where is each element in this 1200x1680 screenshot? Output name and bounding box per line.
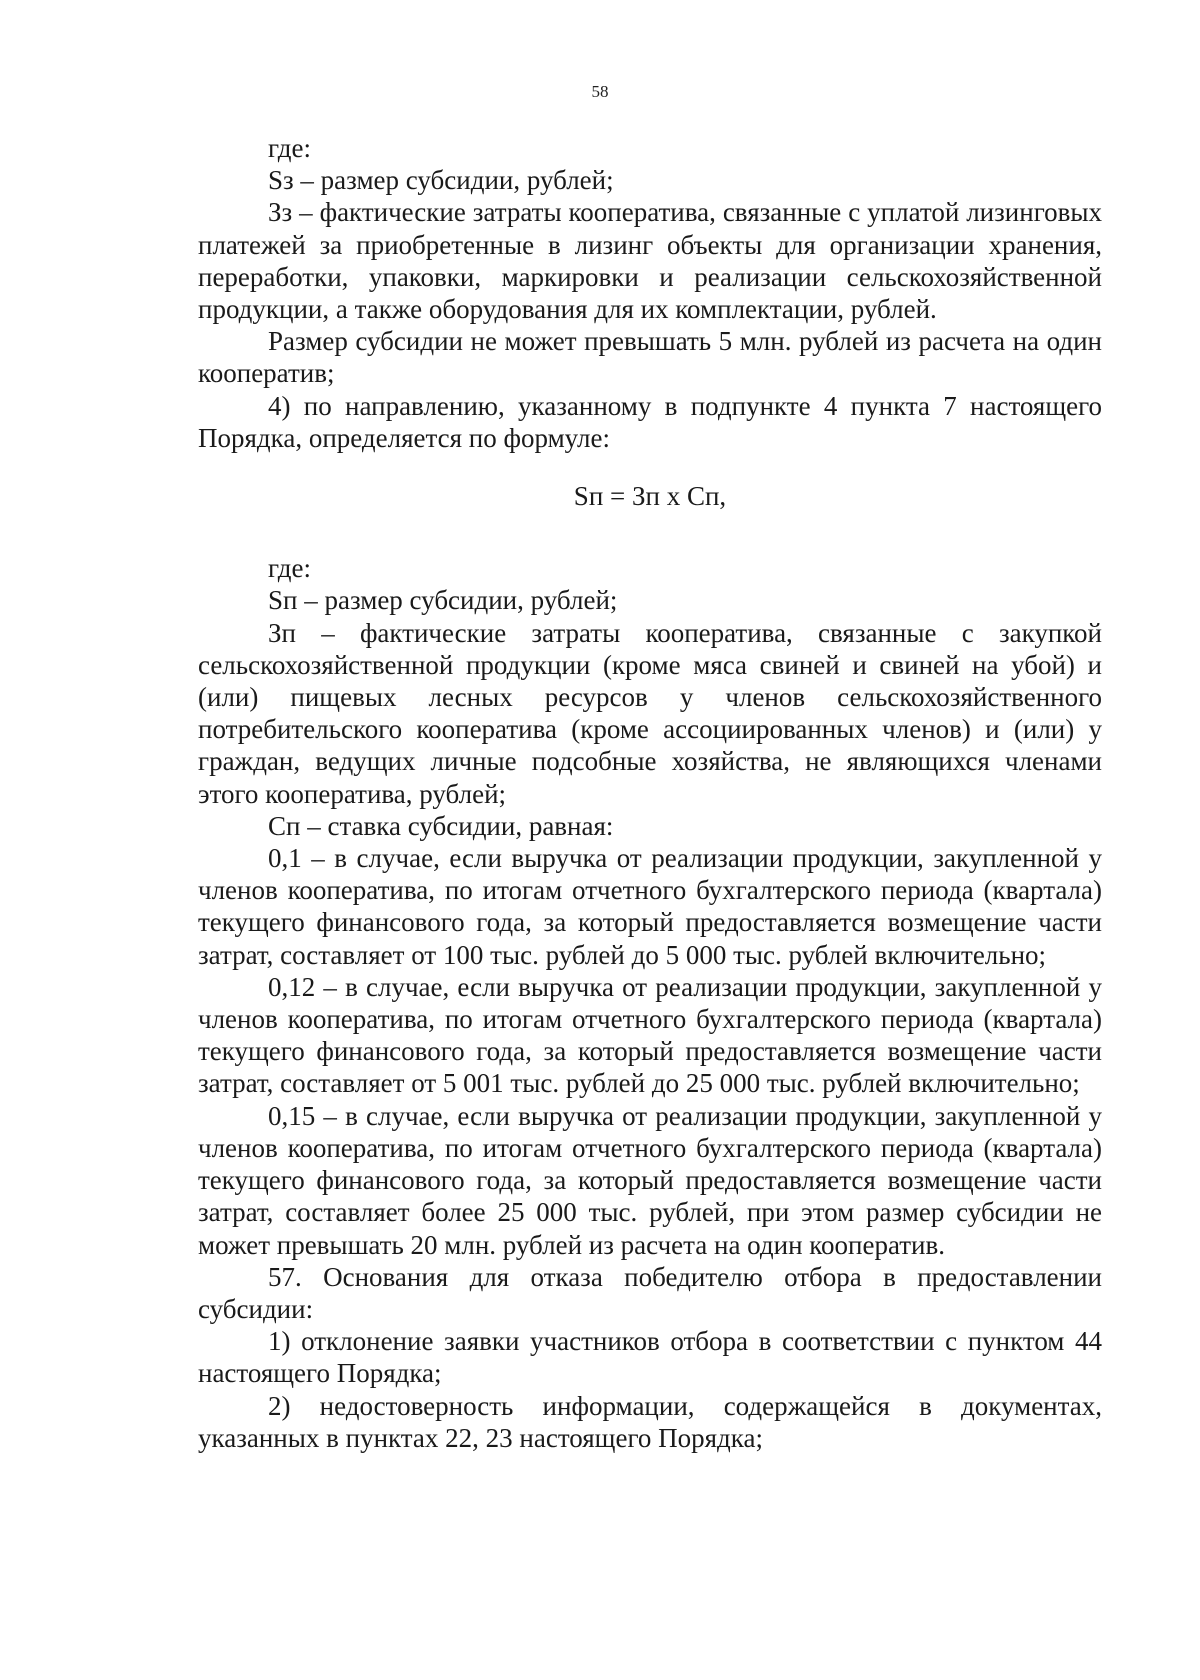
rate-0-1: 0,1 – в случае, если выручка от реализации продукции, закупленной у членов кооператива, по итогам отчетного бухгалтерского периода (квартала) текущего финансового года, за который предоставляется возмещение части затрат, составляет от 100 тыс. рублей до 5 000 тыс. рублей включительно;	[198, 843, 1102, 970]
refusal-reason-2: 2) недостоверность информации, содержащейся в документах, указанных в пунктах 22, 23 настоящего Порядка;	[198, 1390, 1102, 1453]
rate-0-12: 0,12 – в случае, если выручка от реализации продукции, закупленной у членов кооператива, по итогам отчетного бухгалтерского периода (квартала) текущего финансового года, за который предоставляется возмещение части затрат, составляет от 5 001 тыс. рублей до 25 000 тыс. рублей включительно;	[198, 971, 1102, 1099]
definition-sz: Sз – размер субсидии, рублей;	[268, 165, 614, 196]
item-4-paragraph: 4) по направлению, указанному в подпункте 4 пункта 7 настоящего Порядка, определяется по формуле:	[198, 390, 1102, 453]
where-label: где:	[268, 133, 311, 163]
document-body	[198, 132, 1102, 1454]
definition-zp: Зп – фактические затраты кооператива, связанные с закупкой сельскохозяйственной продукции (кроме мяса свиней и свиней на убой) и (или) пищевых лесных ресурсов у членов сельскохозяйственного потребительского кооператива (кроме ассоциированных членов) и (или) у граждан, ведущих личные подсобные хозяйства, не являющихся членами этого кооператива, рублей;	[198, 617, 1102, 809]
where-label-2: где:	[268, 553, 311, 584]
subsidy-limit-paragraph: Размер субсидии не может превышать 5 млн. рублей из расчета на один кооператив;	[198, 326, 1102, 389]
rate-0-15: 0,15 – в случае, если выручка от реализации продукции, закупленной у членов кооператива, по итогам отчетного бухгалтерского периода (квартала) текущего финансового года, за который предоставляется возмещение части затрат, составляет более 25 000 тыс. рублей, при этом размер субсидии не может превышать 20 млн. рублей из расчета на один кооператив.	[198, 1100, 1102, 1260]
formula: Sп = Зп х Сп,	[573, 481, 727, 512]
definition-sp: Sп – размер субсидии, рублей;	[268, 585, 618, 616]
definition-sp-rate: Сп – ставка субсидии, равная:	[268, 810, 614, 841]
definition-zz: Зз – фактические затраты кооператива, связанные с уплатой лизинговых платежей за приобретенные в лизинг объекты для организации хранения, переработки, упаковки, маркировки и реализации сельскохозяйственной продукции, а также оборудования для их комплектации, рублей.	[198, 197, 1102, 325]
section-57-heading: 57. Основания для отказа победителю отбора в предоставлении субсидии:	[198, 1261, 1102, 1324]
page-number: 58	[591, 82, 609, 101]
refusal-reason-1: 1) отклонение заявки участников отбора в соответствии с пунктом 44 настоящего Порядка;	[198, 1326, 1102, 1389]
